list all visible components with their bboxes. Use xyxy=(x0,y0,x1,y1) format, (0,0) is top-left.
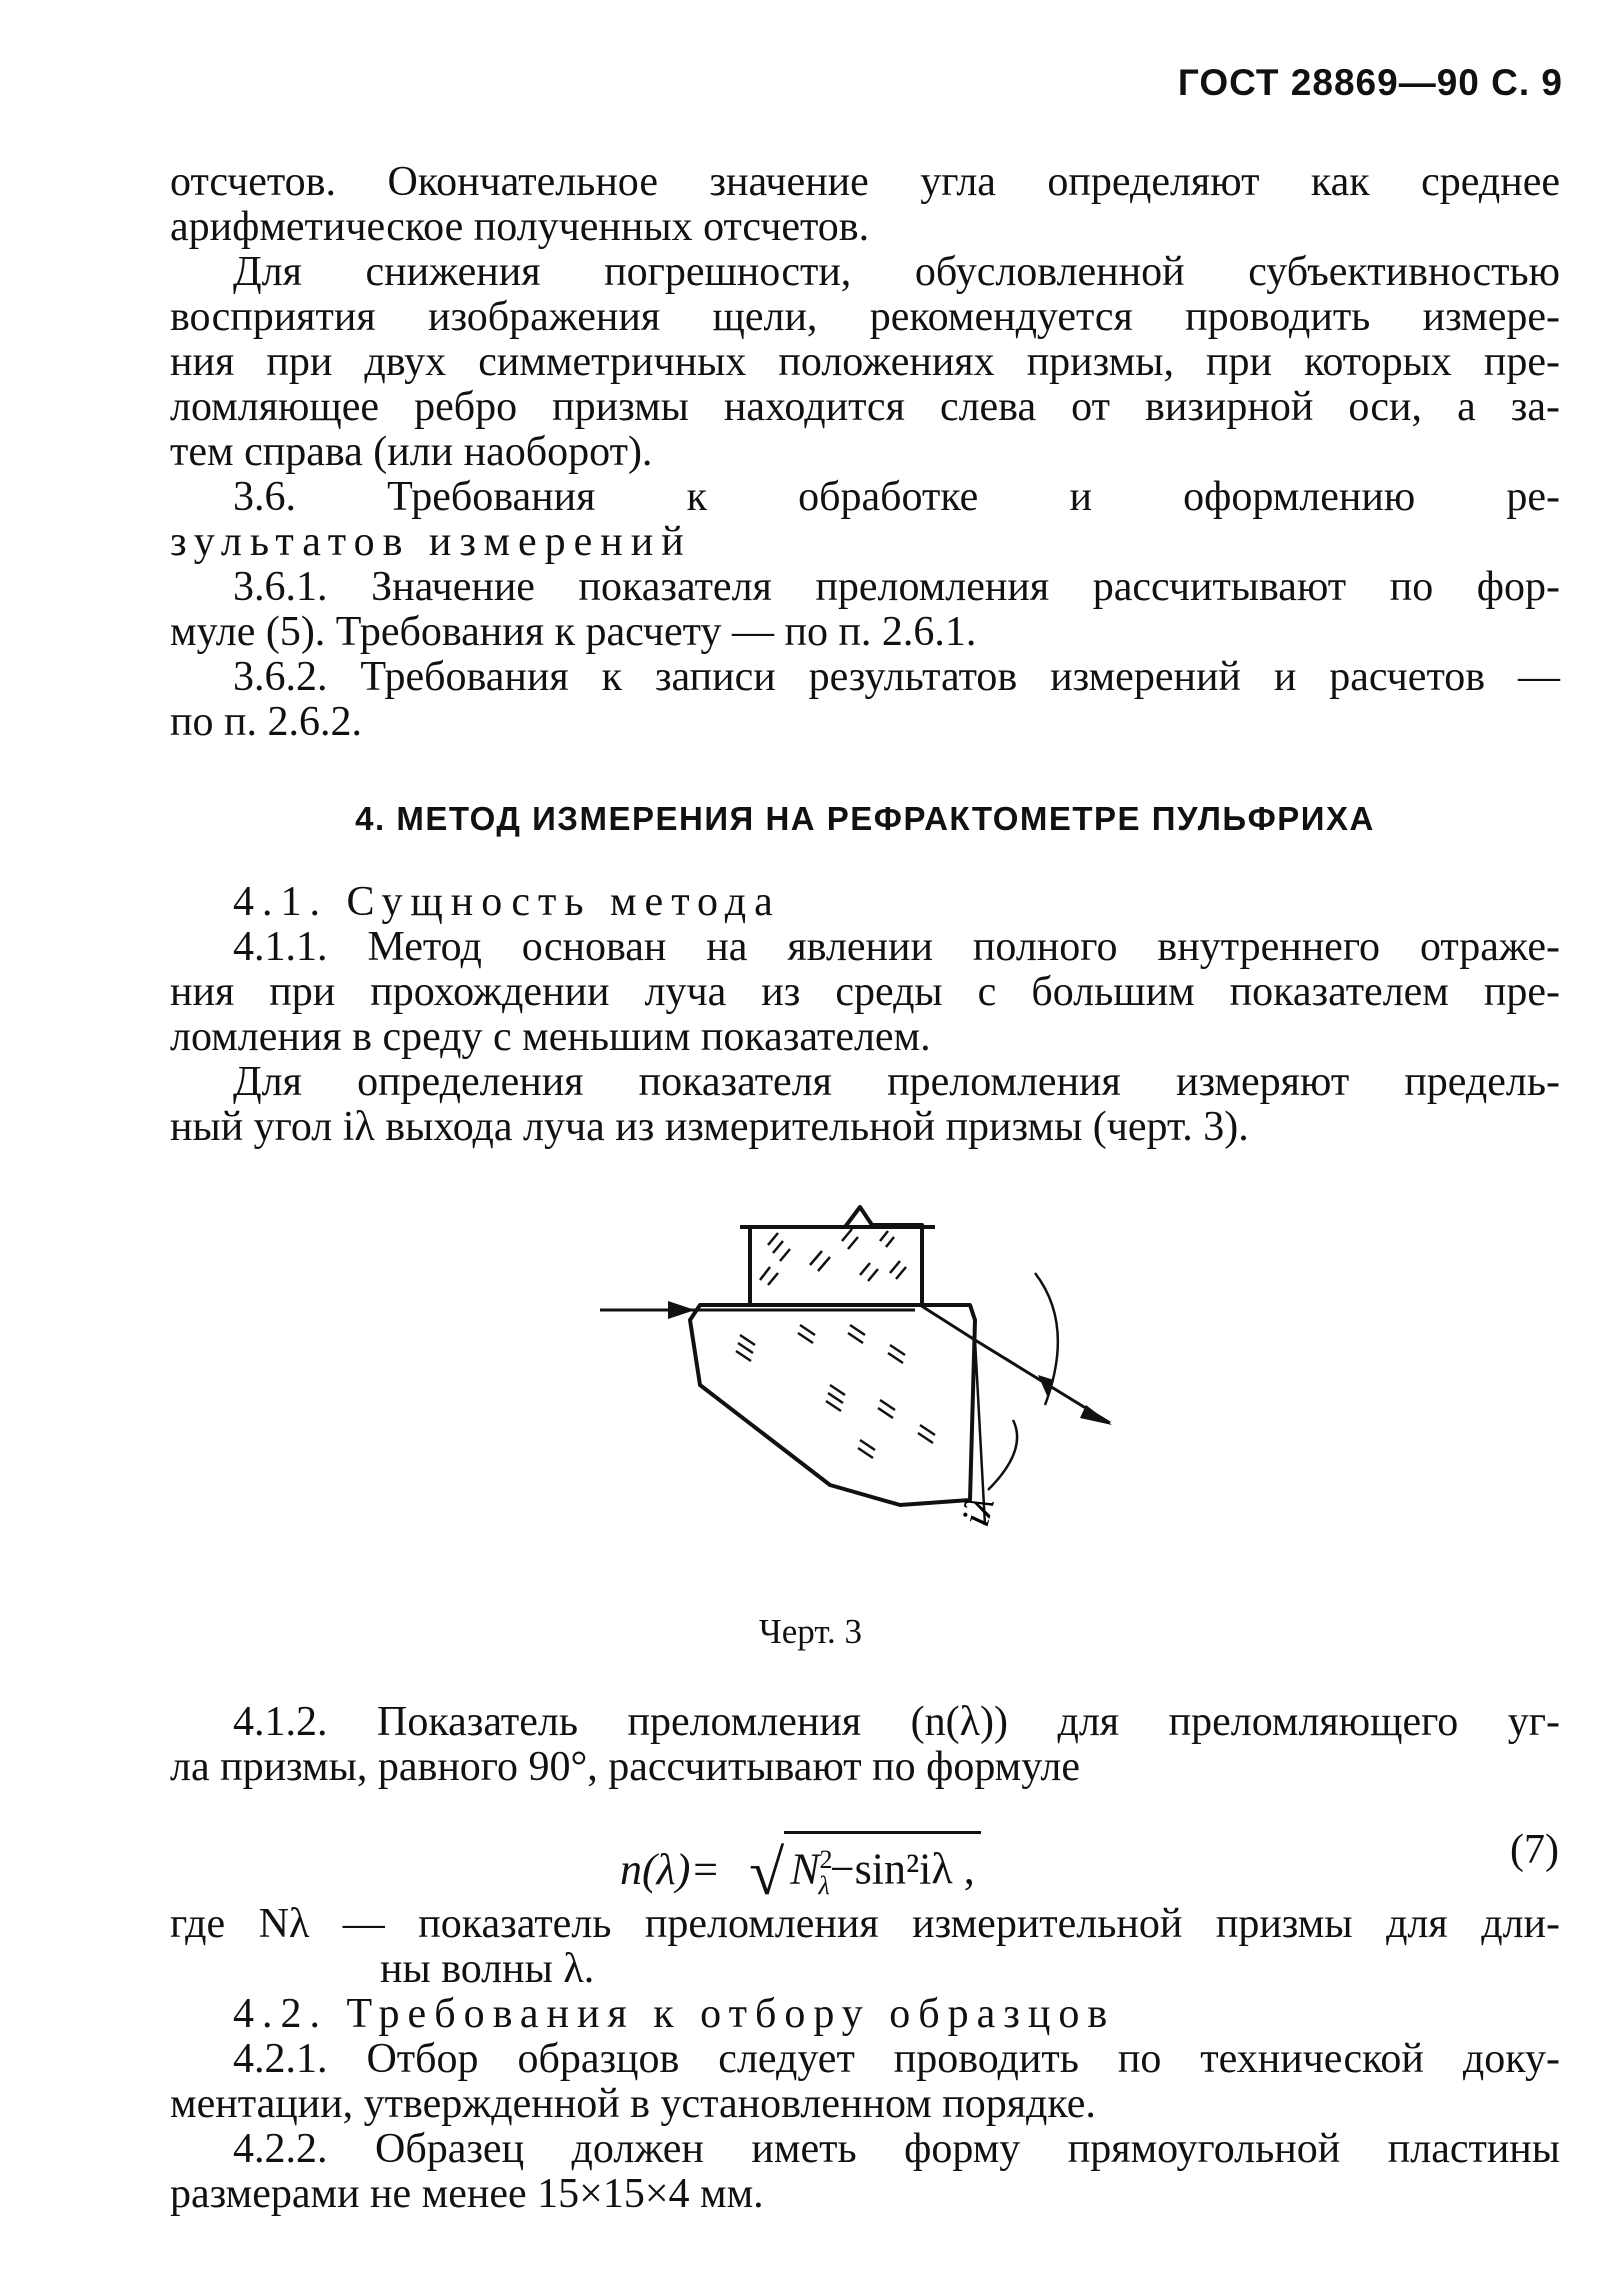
text-line: 3.6.2. Требования к записи результатов измерений и расчетов — xyxy=(233,654,1560,700)
subsection-heading: 4.2. Требования к отбору образцов xyxy=(233,1991,1116,2037)
sqrt-icon: √ xyxy=(749,1837,785,1908)
text-line: 3.6.1. Значение показателя преломления рассчитывают по фор- xyxy=(233,564,1560,610)
section-title: 4. МЕТОД ИЗМЕРЕНИЯ НА РЕФРАКТОМЕТРЕ ПУЛЬФРИХА xyxy=(355,800,1375,837)
text-line: Для определения показателя преломления измеряют предель- xyxy=(233,1059,1560,1105)
text-line: 4.1.2. Показатель преломления (n(λ)) для преломляющего уг- xyxy=(233,1699,1560,1745)
text-line: по п. 2.6.2. xyxy=(170,699,362,745)
text-line: ментации, утвержденной в установленном порядке. xyxy=(170,2081,1096,2127)
subsection-heading: 3.6. Требования к обработке и оформлению ре- xyxy=(233,474,1560,520)
page-header: ГОСТ 28869—90 С. 9 xyxy=(1177,62,1563,103)
sample-block xyxy=(750,1207,922,1305)
where-clause xyxy=(170,1902,1560,1992)
angle-label: iλ xyxy=(952,1491,1003,1531)
refracted-ray xyxy=(920,1305,1110,1423)
text-line: ла призмы, равного 90°, рассчитывают по формуле xyxy=(170,1744,1081,1790)
text-line: арифметическое полученных отсчетов. xyxy=(170,204,870,250)
figure-caption: Черт. 3 xyxy=(759,1612,862,1651)
formula-7: n(λ)= √ $N^2_\lambda-\sin^2i\lambda$ , xyxy=(620,1826,981,1912)
equation-number: (7) xyxy=(1510,1827,1559,1873)
text-line: ломляющее ребро призмы находится слева от визирной оси, а за- xyxy=(170,384,1560,430)
text-line: размерами не менее 15×15×4 мм. xyxy=(170,2171,764,2217)
after-figure-text xyxy=(170,1700,1560,1790)
text-line: тем справа (или наоборот). xyxy=(170,429,653,475)
subsection-heading: зультатов измерений xyxy=(170,519,692,565)
text-line: ный угол iλ выхода луча из измерительной призмы (черт. 3). xyxy=(170,1104,1249,1150)
arrow-head-icon xyxy=(1080,1405,1112,1425)
text-line: 4.1.1. Метод основан на явлении полного внутреннего отраже- xyxy=(233,924,1560,970)
text-line: муле (5). Требования к расчету — по п. 2.6.1. xyxy=(170,609,977,655)
arrow-head-icon xyxy=(1038,1375,1054,1398)
text-line: где Nλ — показатель преломления измерительной призмы для дли- xyxy=(170,1901,1560,1947)
text-line: Для снижения погрешности, обусловленной субъективностью xyxy=(233,249,1560,295)
text-line: отсчетов. Окончательное значение угла определяют как среднее xyxy=(170,159,1560,205)
text-line: ния при прохождении луча из среды с большим показателем пре- xyxy=(170,969,1560,1015)
text-line: 4.2.1. Отбор образцов следует проводить по технической доку- xyxy=(233,2036,1560,2082)
text-line: ломления в среду с меньшим показателем. xyxy=(170,1014,931,1060)
subsection-heading: 4.1. Сущность метода xyxy=(233,879,781,925)
text-line: восприятия изображения щели, рекомендуется проводить измере- xyxy=(170,294,1560,340)
middle-text-block xyxy=(170,880,1560,1150)
prism-diagram xyxy=(590,1185,1130,1585)
text-line: 4.2.2. Образец должен иметь форму прямоугольной пластины xyxy=(233,2126,1560,2172)
text-line: ния при двух симметричных положениях призмы, при которых пре- xyxy=(170,339,1560,385)
top-text-block xyxy=(170,160,1560,745)
bottom-text-block xyxy=(170,1992,1560,2217)
text-line: ны волны λ. xyxy=(380,1946,595,1992)
